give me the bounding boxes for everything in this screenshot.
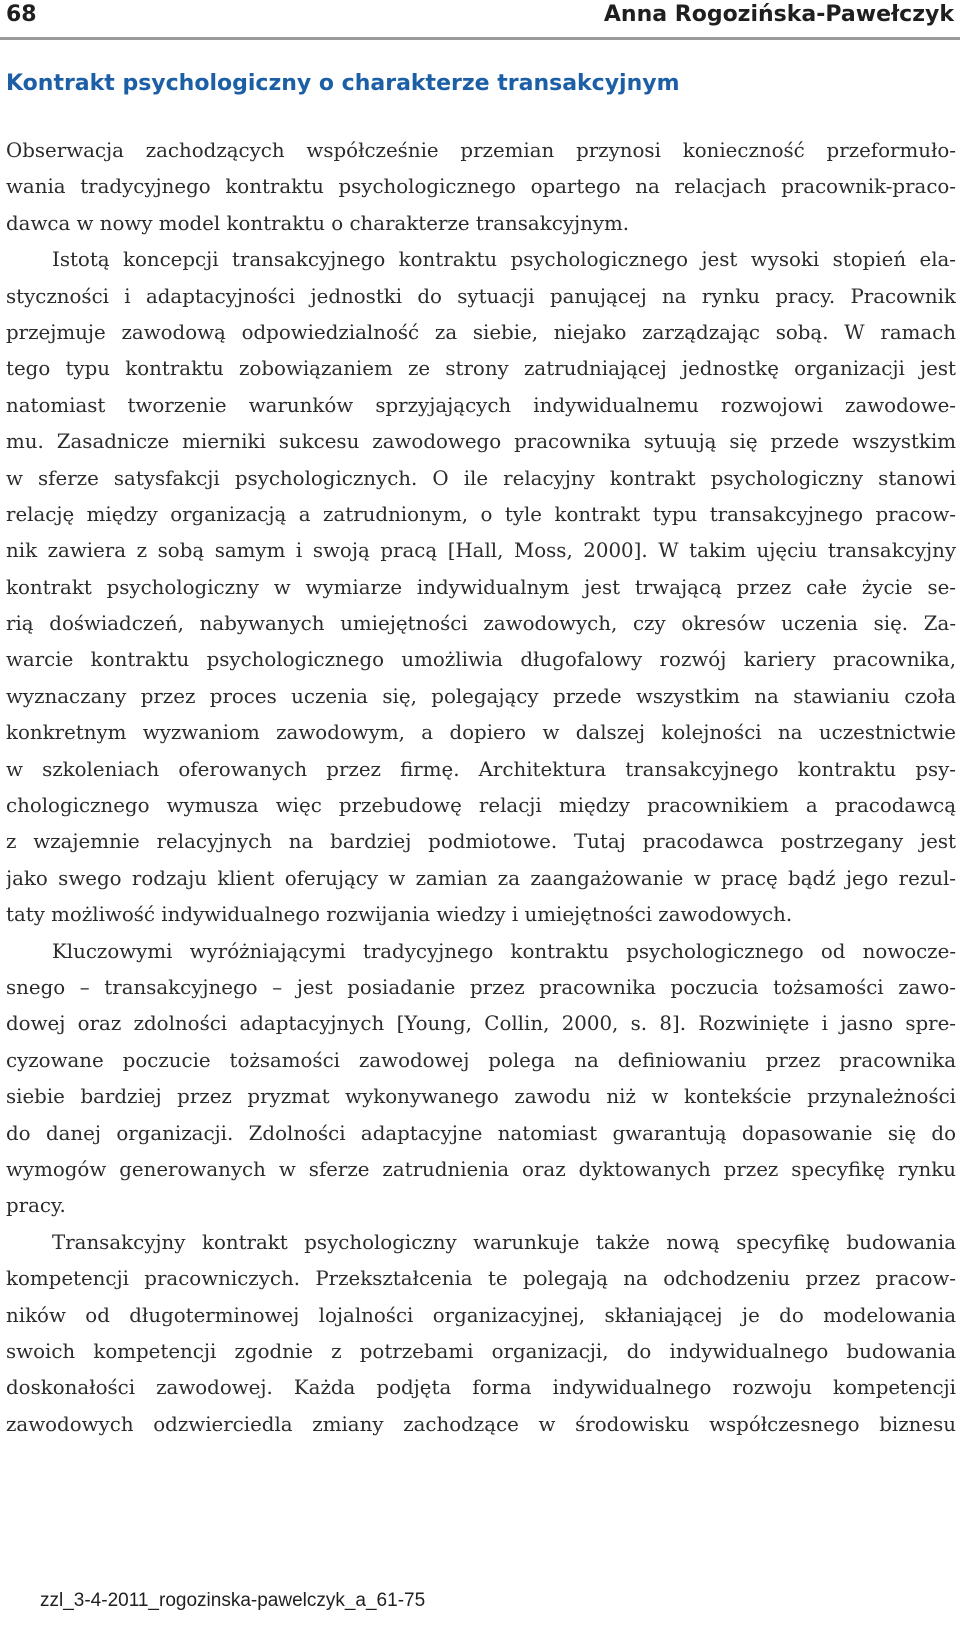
text-line: Istotą koncepcji transakcyjnego kontraktu psychologicznego jest wysoki stopień ela-: [52, 248, 956, 272]
text-line: swoich kompetencji zgodnie z potrzebami organizacji, do indywidualnego budowania: [6, 1339, 956, 1363]
header-rule: [0, 37, 960, 40]
text-line: siebie bardziej przez pryzmat wykonywanego zawodu niż w kontekście przynależności: [6, 1085, 956, 1109]
text-line: mu. Zasadnicze mierniki sukcesu zawodowego pracownika sytuują się przede wszystkim: [6, 430, 956, 454]
text-line: doskonałości zawodowej. Każda podjęta forma indywidualnego rozwoju kompetencji: [6, 1376, 956, 1400]
text-line: ników od długoterminowej lojalności organizacyjnej, skłaniającej je do modelowania: [6, 1303, 956, 1327]
text-line: pracy.: [6, 1194, 66, 1218]
text-line: Transakcyjny kontrakt psychologiczny warunkuje także nową specyfikę budowania: [52, 1230, 956, 1254]
text-line: Obserwacja zachodzących współcześnie przemian przynosi konieczność przeformuło-: [6, 139, 956, 162]
text-line: snego – transakcyjnego – jest posiadanie przez pracownika poczucia tożsamości zawo-: [6, 975, 956, 999]
text-line: Kluczowymi wyróżniającymi tradycyjnego kontraktu psychologicznego od nowocze-: [52, 939, 956, 963]
body-text: [6, 133, 956, 1443]
text-line: dawca w nowy model kontraktu o charakterze transakcyjnym.: [6, 211, 630, 235]
footer-filename: zzl_3-4-2011_rogozinska-pawelczyk_a_61-75: [40, 1590, 426, 1611]
text-line: cyzowane poczucie tożsamości zawodowej polega na definiowaniu przez pracownika: [6, 1048, 956, 1072]
text-line: wyznaczany przez proces uczenia się, polegający przede wszystkim na stawianiu czoła: [6, 684, 956, 708]
text-line: chologicznego wymusza więc przebudowę relacji między pracownikiem a pracodawcą: [6, 794, 956, 818]
page-number: 68: [6, 2, 37, 27]
section-title: Kontrakt psychologiczny o charakterze transakcyjnym: [6, 71, 680, 96]
text-line: wymogów generowanych w sferze zatrudnienia oraz dyktowanych przez specyfikę rynku: [6, 1157, 956, 1181]
text-line: nik zawiera z sobą samym i swoją pracą [Hall, Moss, 2000]. W takim ujęciu transakcyjny: [6, 539, 956, 563]
text-line: kontrakt psychologiczny w wymiarze indywidualnym jest trwającą przez całe życie se-: [6, 575, 956, 599]
text-line: z wzajemnie relacyjnych na bardziej podmiotowe. Tutaj pracodawca postrzegany jest: [6, 830, 956, 854]
text-line: przejmuje zawodową odpowiedzialność za siebie, niejako zarządzając sobą. W ramach: [6, 320, 956, 344]
text-line: natomiast tworzenie warunków sprzyjających indywidualnemu rozwojowi zawodowe-: [6, 393, 956, 417]
text-line: jako swego rodzaju klient oferujący w zamian za zaangażowanie w pracę bądź jego rezul-: [6, 866, 956, 890]
text-line: tego typu kontraktu zobowiązaniem ze strony zatrudniającej jednostkę organizacji jest: [6, 357, 956, 381]
text-line: konkretnym wyzwaniom zawodowym, a dopiero w dalszej kolejności na uczestnictwie: [6, 721, 956, 745]
text-line: dowej oraz zdolności adaptacyjnych [Young, Collin, 2000, s. 8]. Rozwinięte i jasno spre-: [6, 1012, 956, 1036]
text-line: zawodowych odzwierciedla zmiany zachodzące w środowisku współczesnego biznesu: [6, 1412, 956, 1436]
text-line: styczności i adaptacyjności jednostki do sytuacji panującej na rynku pracy. Pracownik: [6, 284, 956, 308]
text-line: kompetencji pracowniczych. Przekształcenia te polegają na odchodzeniu przez pracow-: [6, 1267, 956, 1291]
running-head-author: Anna Rogozińska-Pawełczyk: [603, 2, 954, 27]
text-line: w sferze satysfakcji psychologicznych. O ile relacyjny kontrakt psychologiczny stanowi: [6, 466, 956, 490]
text-line: wania tradycyjnego kontraktu psychologicznego opartego na relacjach pracownik-praco-: [6, 175, 956, 199]
text-line: warcie kontraktu psychologicznego umożliwia długofalowy rozwój kariery pracownika,: [6, 648, 956, 672]
text-line: do danej organizacji. Zdolności adaptacyjne natomiast gwarantują dopasowanie się do: [6, 1121, 956, 1145]
text-line: taty możliwość indywidualnego rozwijania wiedzy i umiejętności zawodowych.: [6, 903, 793, 927]
text-line: relację między organizacją a zatrudnionym, o tyle kontrakt typu transakcyjnego pracow-: [6, 502, 956, 526]
text-line: w szkoleniach oferowanych przez firmę. Architektura transakcyjnego kontraktu psy-: [6, 757, 956, 781]
text-line: rią doświadczeń, nabywanych umiejętności zawodowych, czy okresów uczenia się. Za-: [6, 612, 956, 636]
